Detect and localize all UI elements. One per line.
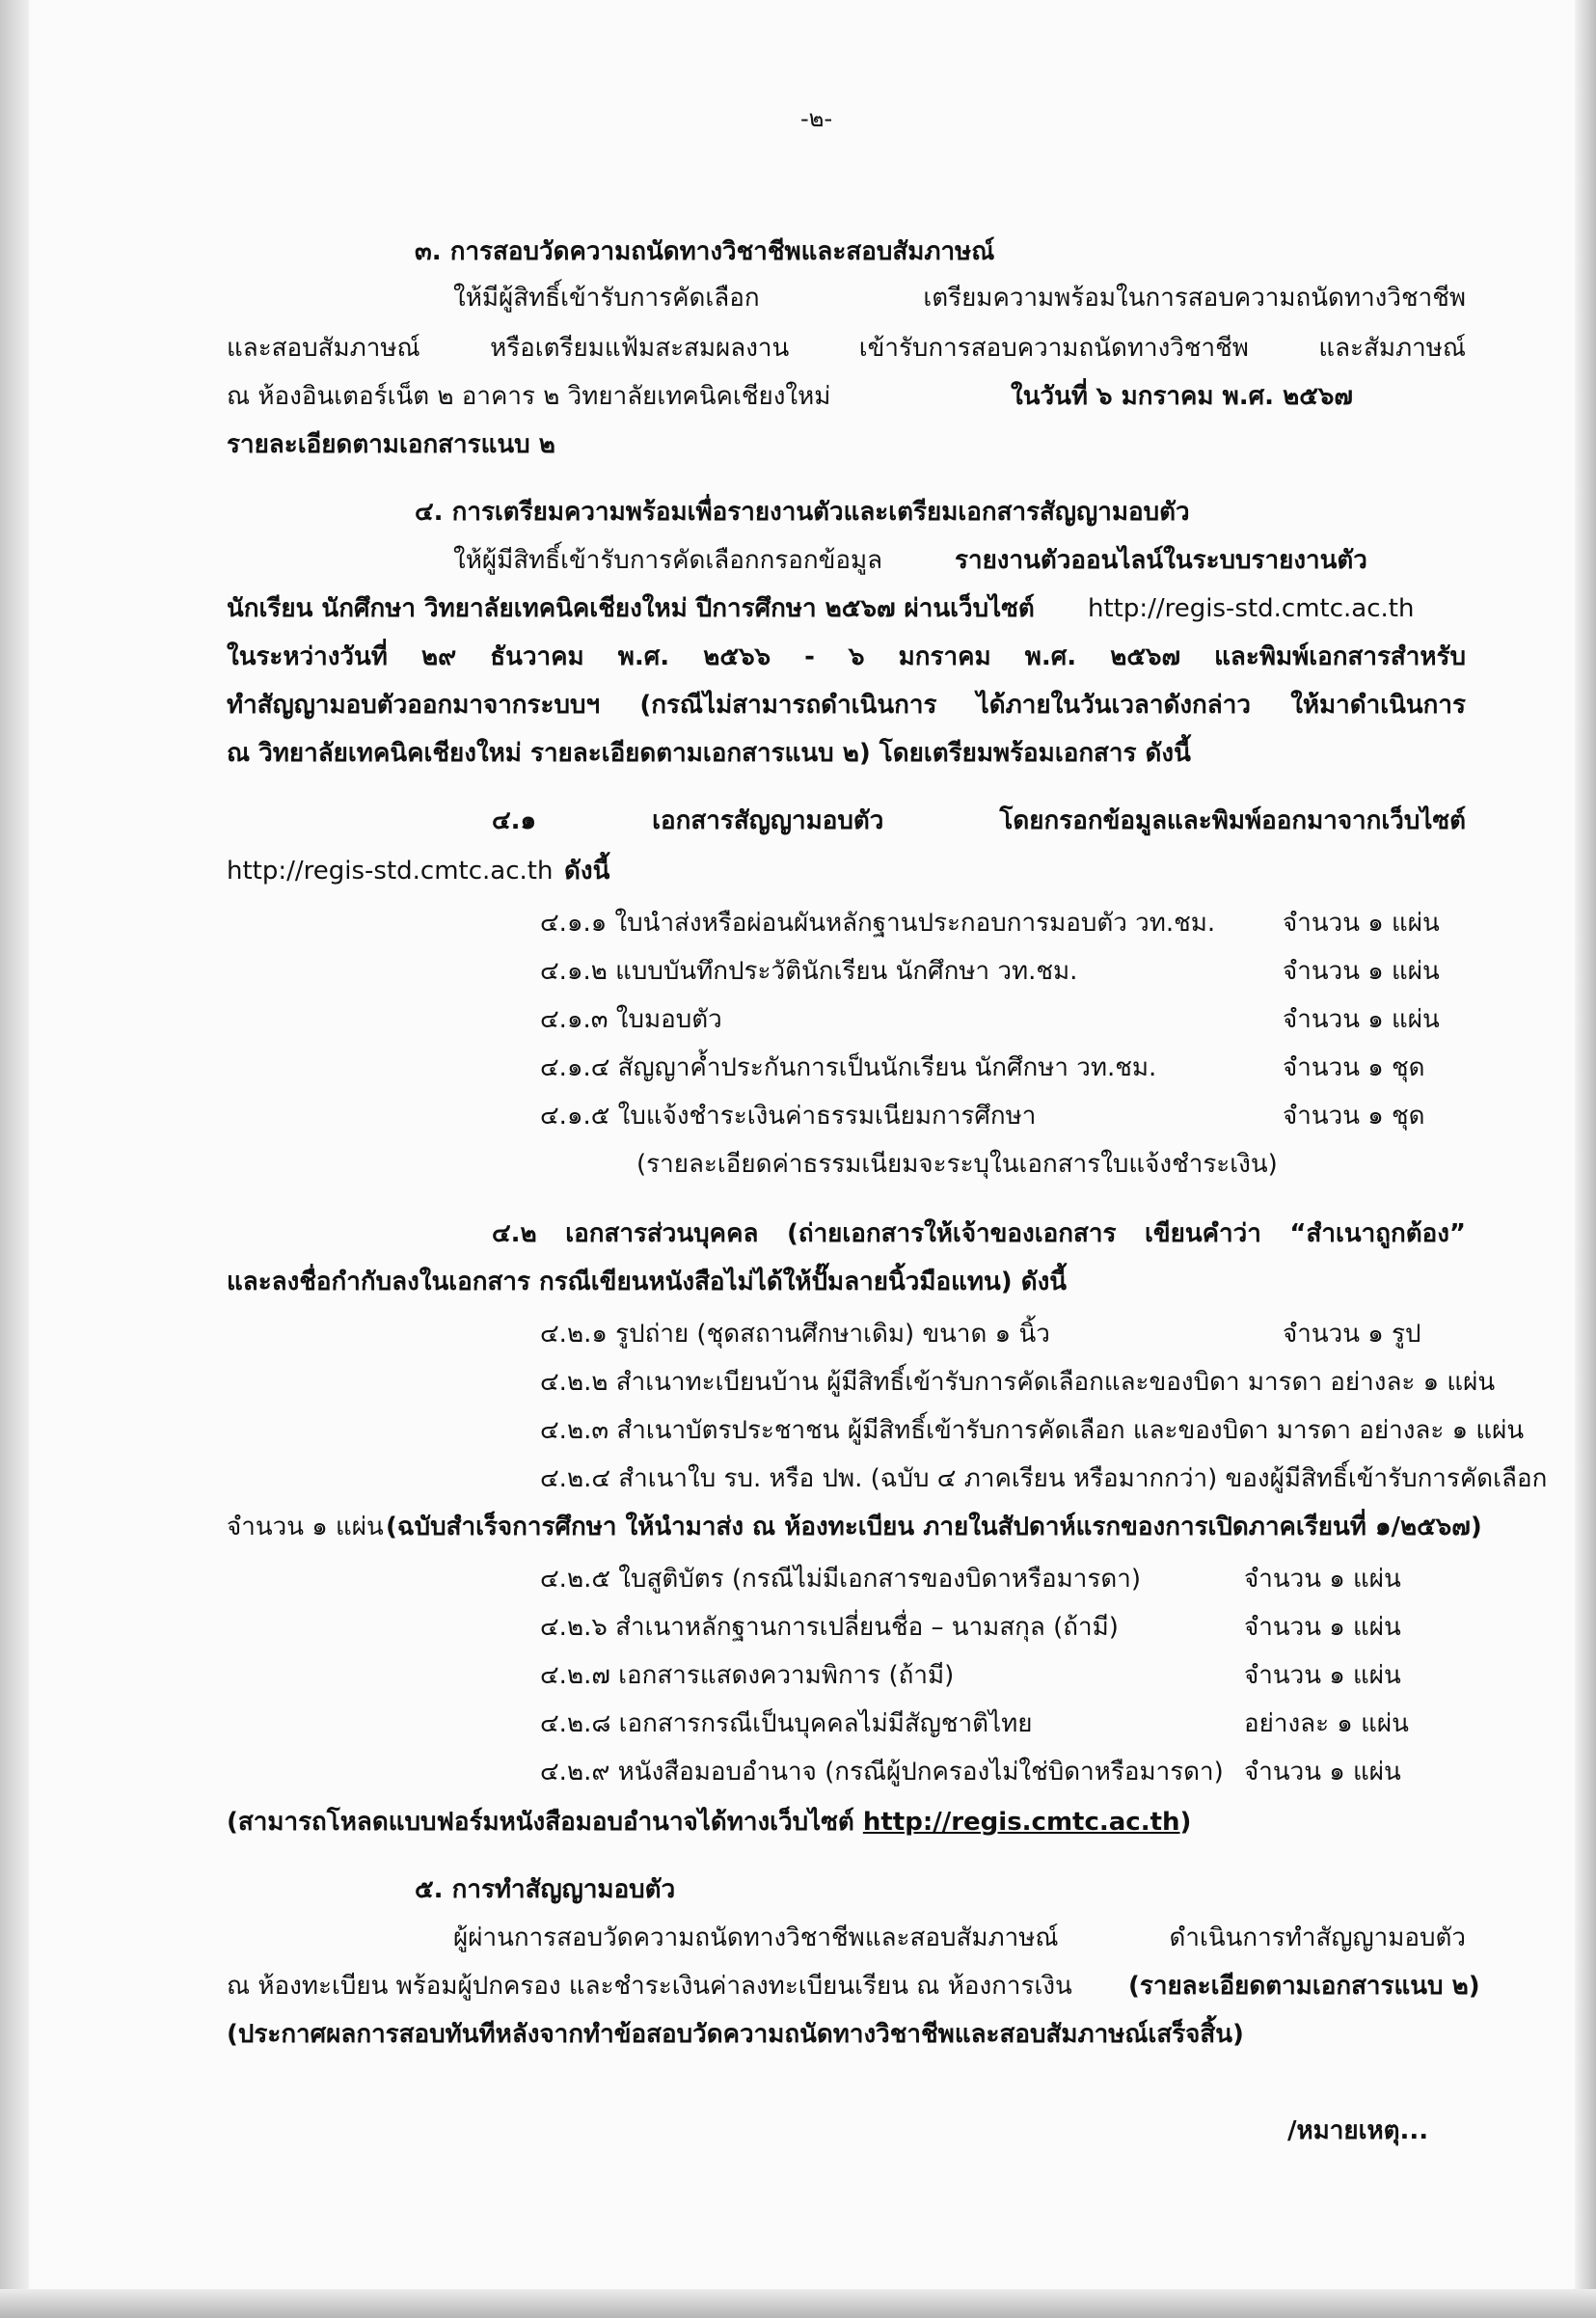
scan-bottom-edge	[0, 2289, 1596, 2318]
section-4-line-4: ทำสัญญามอบตัวออกมาจากระบบฯ (กรณีไม่สามารถดำเนินการ ได้ภายในวันเวลาดังกล่าว ให้มาดำเนินการ	[227, 691, 1466, 720]
list-item-label: ๔.๑.๑ ใบนำส่งหรือผ่อนผันหลักฐานประกอบการมอบตัว วท.ชม.	[540, 909, 1216, 938]
section-4-1-heading: ๔.๑ เอกสารสัญญามอบตัว โดยกรอกข้อมูลและพิมพ์ออกมาจากเว็บไซต์	[492, 806, 1466, 835]
section-3-line-4: รายละเอียดตามเอกสารแนบ ๒	[227, 430, 555, 459]
section-4-2-heading-2: และลงชื่อกำกับลงในเอกสาร กรณีเขียนหนังสือไม่ได้ให้ปั๊มลายนิ้วมือแทน) ดังนี้	[227, 1268, 1068, 1296]
section-4-1-note: (รายละเอียดค่าธรรมเนียมจะระบุในเอกสารใบแจ้งชำระเงิน)	[636, 1150, 1278, 1179]
section-4-line-3: ในระหว่างวันที่ ๒๙ ธันวาคม พ.ศ. ๒๕๖๖ - ๖ มกราคม พ.ศ. ๒๕๖๗ และพิมพ์เอกสารสำหรับ	[227, 642, 1466, 671]
download-note-text: (สามารถโหลดแบบฟอร์มหนังสือมอบอำนาจได้ทางเว็บไซต์	[227, 1808, 854, 1837]
section-5-line-1: ผู้ผ่านการสอบวัดความถนัดทางวิชาชีพและสอบสัมภาษณ์ ดำเนินการทำสัญญามอบตัว	[453, 1923, 1466, 1952]
list-item-label: ๔.๒.๑ รูปถ่าย (ชุดสถานศึกษาเดิม) ขนาด ๑ นิ้ว	[540, 1320, 1050, 1349]
list-item-qty: จำนวน ๑ แผ่น	[1244, 1565, 1401, 1594]
list-item-qty: จำนวน ๑ แผ่น	[1283, 1005, 1440, 1034]
page-number: -๒-	[800, 105, 833, 132]
list-item-qty: จำนวน ๑ แผ่น	[1244, 1613, 1401, 1642]
section-4-1-url[interactable]: http://regis-std.cmtc.ac.th	[227, 857, 554, 886]
scan-right-edge	[1575, 0, 1596, 2318]
scan-left-edge	[0, 0, 29, 2318]
section-4-line-5: ณ วิทยาลัยเทคนิคเชียงใหม่ รายละเอียดตามเอกสารแนบ ๒) โดยเตรียมพร้อมเอกสาร ดังนี้	[227, 739, 1191, 768]
list-item-label: ๔.๒.๔ สำเนาใบ รบ. หรือ ปพ. (ฉบับ ๔ ภาคเรียน หรือมากกว่า) ของผู้มีสิทธิ์เข้ารับการคัดเลือก	[540, 1464, 1548, 1493]
list-item-label: ๔.๒.๓ สำเนาบัตรประชาชน ผู้มีสิทธิ์เข้ารับการคัดเลือก และของบิดา มารดา อย่างละ ๑ แผ่น	[540, 1416, 1525, 1445]
list-item-qty: จำนวน ๑ ชุด	[1283, 1053, 1425, 1082]
section-4-1-url-tail: ดังนี้	[564, 857, 610, 886]
download-note-close: )	[1179, 1808, 1192, 1837]
section-5-line-2a: ณ ห้องทะเบียน พร้อมผู้ปกครอง และชำระเงินค่าลงทะเบียนเรียน ณ ห้องการเงิน	[227, 1972, 1072, 2001]
download-link[interactable]: http://regis.cmtc.ac.th	[862, 1808, 1180, 1837]
list-item-qty: จำนวน ๑ ชุด	[1283, 1102, 1425, 1131]
list-item-label: ๔.๒.๕ ใบสูติบัตร (กรณีไม่มีเอกสารของบิดาหรือมารดา)	[540, 1565, 1141, 1594]
list-item-qty: จำนวน ๑ แผ่น	[1244, 1661, 1401, 1690]
section-5-heading: ๕. การทำสัญญามอบตัว	[415, 1875, 676, 1904]
list-item-label: ๔.๑.๓ ใบมอบตัว	[540, 1005, 722, 1034]
list-item-qty: จำนวน ๑ แผ่น	[1244, 1758, 1401, 1786]
list-item-qty: จำนวน ๑ แผ่น	[1283, 957, 1440, 986]
list-item-label: ๔.๑.๒ แบบบันทึกประวัตินักเรียน นักศึกษา วท.ชม.	[540, 957, 1078, 986]
section-4-line-1b: รายงานตัวออนไลน์ในระบบรายงานตัว	[955, 546, 1367, 575]
download-note	[227, 1806, 1191, 1839]
list-item-qty: อย่างละ ๑ แผ่น	[1244, 1709, 1409, 1738]
list-item-label: ๔.๒.๒ สำเนาทะเบียนบ้าน ผู้มีสิทธิ์เข้ารับการคัดเลือกและของบิดา มารดา อย่างละ ๑ แผ่น	[540, 1368, 1496, 1397]
list-item-continuation: จำนวน ๑ แผ่น	[227, 1513, 384, 1541]
section-4-line-1a: ให้ผู้มีสิทธิ์เข้ารับการคัดเลือกกรอกข้อมูล	[453, 546, 883, 575]
section-3-heading: ๓. การสอบวัดความถนัดทางวิชาชีพและสอบสัมภาษณ์	[415, 237, 995, 266]
section-3-line-3a: ณ ห้องอินเตอร์เน็ต ๒ อาคาร ๒ วิทยาลัยเทคนิคเชียงใหม่	[227, 382, 831, 411]
list-item-qty: จำนวน ๑ แผ่น	[1283, 909, 1440, 938]
section-4-url[interactable]: http://regis-std.cmtc.ac.th	[1088, 594, 1415, 623]
list-item-qty: จำนวน ๑ รูป	[1283, 1320, 1421, 1349]
list-item-label: ๔.๒.๖ สำเนาหลักฐานการเปลี่ยนชื่อ – นามสกุล (ถ้ามี)	[540, 1613, 1119, 1642]
section-3-line-2: และสอบสัมภาษณ์ หรือเตรียมแฟ้มสะสมผลงาน เข้ารับการสอบความถนัดทางวิชาชีพ และสัมภาษณ์	[227, 334, 1466, 363]
section-4-2-heading: ๔.๒ เอกสารส่วนบุคคล (ถ่ายเอกสารให้เจ้าของเอกสาร เขียนคำว่า “สำเนาถูกต้อง”	[492, 1219, 1466, 1248]
continuation-marker: /หมายเหตุ...	[1287, 2116, 1429, 2145]
document-page	[29, 0, 1575, 2289]
list-item-label: ๔.๑.๕ ใบแจ้งชำระเงินค่าธรรมเนียมการศึกษา	[540, 1102, 1037, 1131]
section-5-line-3: (ประกาศผลการสอบทันทีหลังจากทำข้อสอบวัดความถนัดทางวิชาชีพและสอบสัมภาษณ์เสร็จสิ้น)	[227, 2020, 1244, 2049]
section-3-line-3b: ในวันที่ ๖ มกราคม พ.ศ. ๒๕๖๗	[1011, 382, 1353, 411]
section-3-line-1: ให้มีผู้สิทธิ์เข้ารับการคัดเลือก เตรียมความพร้อมในการสอบความถนัดทางวิชาชีพ	[453, 284, 1466, 313]
section-5-line-2b: (รายละเอียดตามเอกสารแนบ ๒)	[1128, 1972, 1480, 2001]
section-4-line-2a: นักเรียน นักศึกษา วิทยาลัยเทคนิคเชียงใหม่ ปีการศึกษา ๒๕๖๗ ผ่านเว็บไซต์	[227, 594, 1035, 623]
list-item-label: ๔.๒.๘ เอกสารกรณีเป็นบุคคลไม่มีสัญชาติไทย	[540, 1709, 1033, 1738]
list-item-label: ๔.๒.๙ หนังสือมอบอำนาจ (กรณีผู้ปกครองไม่ใช่บิดาหรือมารดา)	[540, 1758, 1224, 1786]
list-item-label: ๔.๑.๔ สัญญาค้ำประกันการเป็นนักเรียน นักศึกษา วท.ชม.	[540, 1053, 1157, 1082]
list-item-continuation-bold: (ฉบับสำเร็จการศึกษา ให้นำมาส่ง ณ ห้องทะเบียน ภายในสัปดาห์แรกของการเปิดภาคเรียนที่ ๑/๒๕๖๗)	[386, 1513, 1482, 1541]
list-item-label: ๔.๒.๗ เอกสารแสดงความพิการ (ถ้ามี)	[540, 1661, 955, 1690]
section-4-heading: ๔. การเตรียมความพร้อมเพื่อรายงานตัวและเตรียมเอกสารสัญญามอบตัว	[415, 498, 1190, 527]
